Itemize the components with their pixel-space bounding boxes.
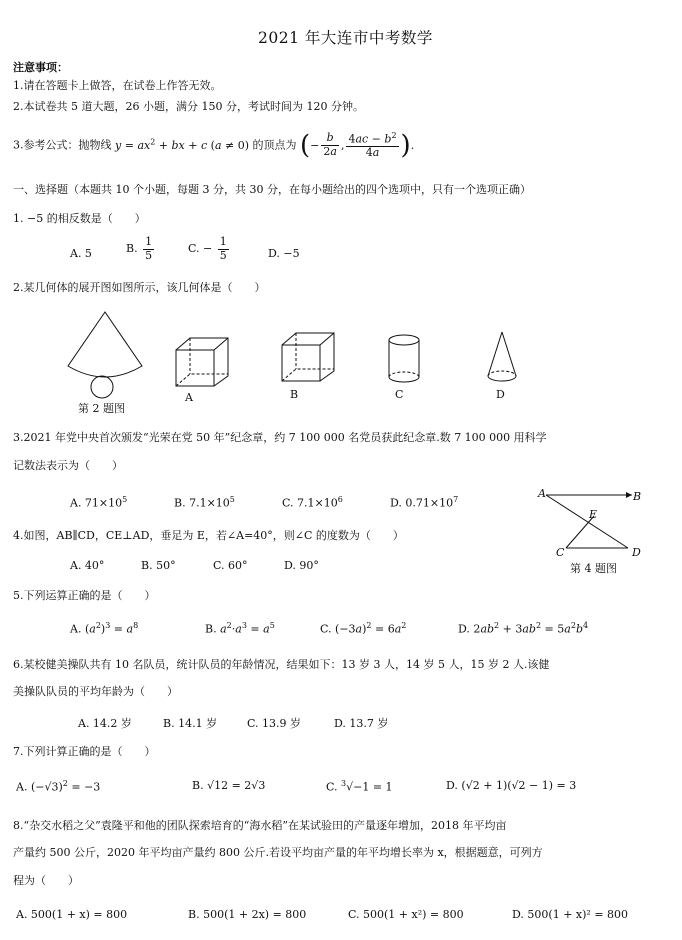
note-3-mid: 的顶点为: [252, 138, 297, 152]
page-title: 2021 年大连市中考数学: [258, 29, 433, 47]
q7-option-a-label: A.: [16, 780, 28, 794]
q1-b-denominator: 5: [145, 248, 153, 262]
q1-option-c-label: C. −: [188, 242, 213, 256]
q5-option-a: A. $(a^2)^3 = a^8$: [70, 621, 139, 636]
q8-option-b: B. 500(1 + 2x) = 800: [188, 908, 307, 921]
note-1: 1.请在答题卡上做答，在试卷上作答无效。: [13, 79, 222, 92]
q3-option-a: [70, 495, 127, 510]
q7-option-d-label: D.: [446, 779, 458, 792]
q5-option-a-label: A.: [70, 622, 82, 636]
q4-option-d: D. 90°: [284, 559, 319, 572]
cube-figure-b: [276, 331, 336, 387]
note-3-prefix: 3.参考公式：抛物线: [13, 138, 112, 152]
q3-option-d-exponent: 7: [453, 495, 459, 504]
notes-heading: 注意事项：: [13, 61, 68, 74]
q7-option-a: A. $(-√3)^2 = -3$: [16, 779, 101, 794]
q4-option-b: B. 50°: [141, 559, 176, 572]
point-label-a: A: [538, 487, 546, 500]
q6-option-a: A. 14.2 岁: [78, 717, 132, 730]
q6-option-d: D. 13.7 岁: [334, 717, 389, 730]
question-8-stem-line-1: 8.“杂交水稻之父”袁隆平和他的团队探索培育的“海水稻”在某试验田的产量逐年增加，2018 年平均亩: [13, 819, 507, 832]
q2-label-b: B: [290, 388, 299, 401]
note-3: [13, 130, 414, 161]
section-1-heading: 一、选择题（本题共 10 个小题，每题 3 分，共 30 分，在每小题给出的四个选项中，只有一个选项正确）: [13, 183, 531, 196]
q1-option-b-label: B.: [126, 242, 138, 256]
q4-caption: 第 4 题图: [570, 562, 617, 575]
q2-caption: 第 2 题图: [78, 402, 125, 415]
q1-option-c: [188, 236, 231, 262]
question-6-stem-line-1: 6.某校健美操队共有 10 名队员，统计队员的年龄情况，结果如下：13 岁 3 人，14 岁 5 人，15 岁 2 人.该健: [13, 658, 550, 671]
q7-option-d: D. (√2 + 1)(√2 − 1) = 3: [446, 779, 577, 792]
cone-net-figure: [60, 308, 150, 398]
q1-c-numerator: 1: [219, 235, 227, 248]
q3-option-c-exponent: 6: [337, 495, 343, 504]
point-label-c: C: [556, 546, 565, 559]
question-6-stem-line-2: 美操队队员的平均年龄为（ ）: [13, 685, 178, 698]
question-8-stem-line-2: 产量约 500 公斤，2020 年平均亩产量约 800 公斤.若设平均亩产量的年平均增长率为 x，根据题意，可列方: [13, 846, 543, 859]
q7-option-b-label: B.: [192, 779, 204, 792]
q2-label-d: D: [496, 388, 505, 401]
q5-option-d-label: D.: [458, 622, 470, 636]
q3-option-c: [282, 495, 343, 510]
q3-option-b-base: B. 7.1×10: [174, 496, 230, 510]
q8-option-a: A. 500(1 + x) = 800: [16, 908, 128, 921]
q3-option-a-base: A. 71×10: [70, 496, 123, 510]
question-1-stem: 1. −5 的相反数是（ ）: [13, 212, 146, 225]
q3-option-b: [174, 495, 235, 510]
q7-option-c: C. $^3$√−1 = 1: [326, 779, 393, 794]
q3-option-a-exponent: 5: [122, 495, 128, 504]
cone-figure: [484, 330, 520, 386]
question-8-stem-line-3: 程为（ ）: [13, 874, 79, 887]
q2-label-a: A: [185, 391, 193, 404]
q3-option-c-base: C. 7.1×10: [282, 496, 338, 510]
cylinder-figure: [386, 333, 422, 385]
q7-option-b: B. √12 = 2√3: [192, 779, 266, 792]
q6-option-b: B. 14.1 岁: [163, 717, 218, 730]
q3-option-d: [390, 495, 458, 510]
question-3-stem-line-1: 3.2021 年党中央首次颁发“光荣在党 50 年”纪念章，约 7 100 000 名党员获此纪念章.数 7 100 000 用科学: [13, 431, 547, 444]
point-label-e: E: [589, 508, 598, 521]
q6-option-c: C. 13.9 岁: [247, 717, 302, 730]
q7-option-c-label: C.: [326, 780, 338, 794]
q5-option-d: D. $2ab^2 + 3ab^2 = 5a^2b^4$: [458, 621, 589, 636]
question-4-stem: 4.如图，AB∥CD，CE⊥AD，垂足为 E，若∠A=40°，则∠C 的度数为（ ）: [13, 529, 404, 542]
question-3-stem-line-2: 记数法表示为（ ）: [13, 459, 123, 472]
q1-option-b: [126, 236, 156, 262]
q5-option-b-label: B.: [205, 622, 217, 636]
q5-option-b: B. $a^2\cdot a^3 = a^5$: [205, 621, 275, 636]
q1-option-d: D. −5: [268, 247, 300, 260]
q2-label-c: C: [395, 388, 404, 401]
q4-option-a: A. 40°: [70, 559, 105, 572]
q3-option-d-base: D. 0.71×10: [390, 496, 454, 510]
vertex-formula: (− $\frac{b}{2a}$ , $\frac{4ac - b^2}{4a}$ ).: [300, 130, 415, 160]
question-2-stem: 2.某几何体的展开图如图所示，该几何体是（ ）: [13, 281, 266, 294]
q8-option-d: D. 500(1 + x)² = 800: [512, 908, 629, 921]
q1-b-numerator: 1: [145, 235, 153, 248]
point-label-b: B: [633, 490, 642, 503]
q1-c-denominator: 5: [219, 248, 227, 262]
q5-option-c: C. $(-3a)^2 = 6a^2$: [320, 621, 407, 636]
q4-option-c: C. 60°: [213, 559, 248, 572]
q3-option-b-exponent: 5: [229, 495, 235, 504]
q5-option-c-label: C.: [320, 622, 332, 636]
question-5-stem: 5.下列运算正确的是（ ）: [13, 589, 156, 602]
cube-figure-a: [170, 336, 230, 392]
note-2: 2.本试卷共 5 道大题，26 小题，满分 150 分，考试时间为 120 分钟。: [13, 100, 364, 113]
q1-option-a: A. 5: [70, 247, 92, 260]
q8-option-c: C. 500(1 + x²) = 800: [348, 908, 464, 921]
question-7-stem: 7.下列计算正确的是（ ）: [13, 745, 156, 758]
parabola-formula: $y = ax^2$ + bx + c (a ≠ 0): [115, 136, 250, 152]
point-label-d: D: [632, 546, 641, 559]
